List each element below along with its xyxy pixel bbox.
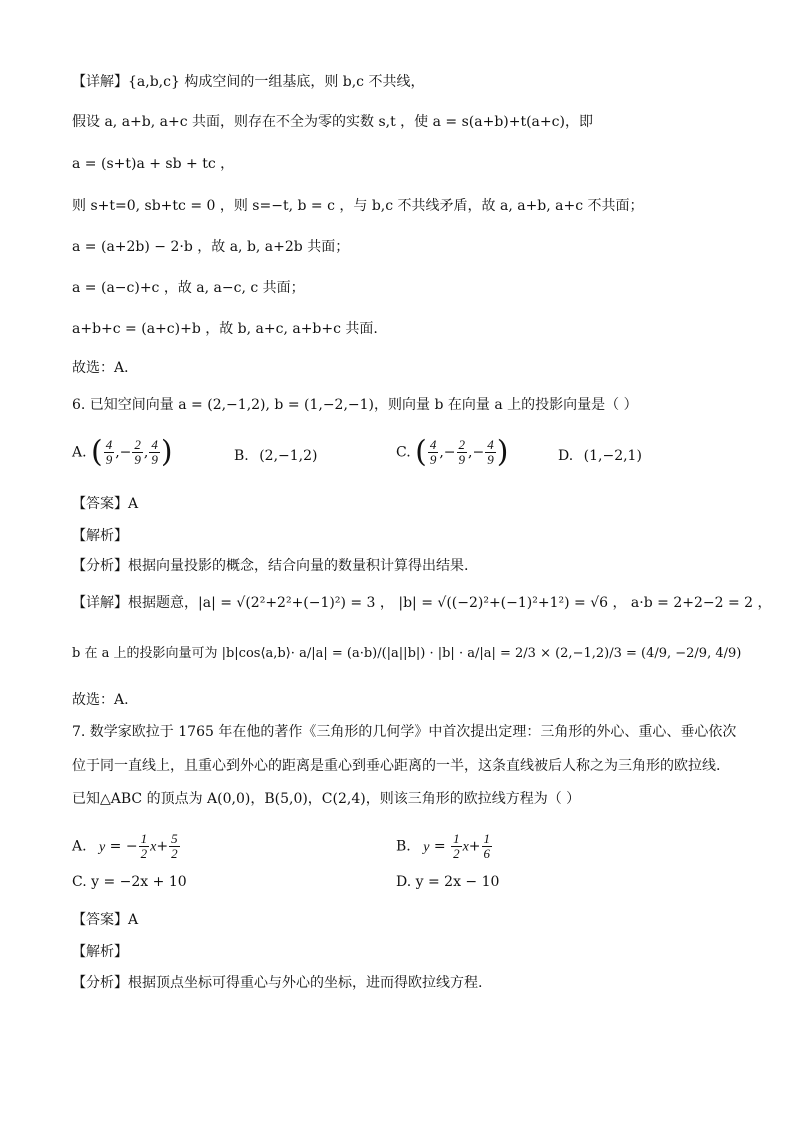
q6-option-c-label: C. <box>396 444 411 461</box>
question-7-stem-3: 已知△ABC 的顶点为 A(0,0)，B(5,0)，C(2,4)，则该三角形的欧拉线方程为（ ） <box>72 791 581 807</box>
question-7-stem-2: 位于同一直线上，且重心到外心的距离是重心到垂心距离的一半，这条直线被后人称之为三角形的欧拉线. <box>72 758 721 774</box>
detail-line-1: 【详解】{a,b,c} 构成空间的一组基底，则 b,c 不共线， <box>72 74 425 90</box>
q6-option-b-label: B. <box>234 448 249 464</box>
detail-line-6: a = (a−c)+c ，故 a, a−c, c 共面； <box>72 280 305 296</box>
q6-option-a: A. ( $\frac{4}{9}$ ,− $\frac{2}{9}$ , $\frac{4}{9}$ ) <box>72 434 173 470</box>
detail-line-2: 假设 a, a+b, a+c 共面，则存在不全为零的实数 s,t ，使 a = s(a+b)+t(a+c)，即 <box>72 114 593 130</box>
question-6-stem: 6. 已知空间向量 a = (2,−1,2), b = (1,−2,−1)，则向量 b 在向量 a 上的投影向量是（ ） <box>72 397 638 413</box>
q6-option-a-label: A. <box>72 444 87 461</box>
q7-analysis-heading: 【解析】 <box>72 944 128 960</box>
question-7-stem-1: 7. 数学家欧拉于 1765 年在他的著作《三角形的几何学》中首次提出定理：三角形的外心、重心、垂心依次 <box>72 724 737 740</box>
q6-analysis-heading: 【解析】 <box>72 528 128 544</box>
q6-answer: 【答案】A <box>72 496 139 512</box>
q6-select: 故选：A. <box>72 692 129 708</box>
q6-detail-2: b 在 a 上的投影向量可为 |b|cos⟨a,b⟩· a/|a| = (a·b)/(|a||b|) · |b| · a/|a| = 2/3 × (2,−1,2)/3 = (4/9, −2/9, 4/9) <box>72 646 742 661</box>
q6-detail-1: 【详解】根据题意，|a| = √(2²+2²+(−1)²) = 3 ， |b| = √((−2)²+(−1)²+1²) = √6 ， a·b = 2+2−2 = 2 ， <box>72 595 772 611</box>
q6-option-d-label: D. <box>558 448 574 464</box>
q7-option-b: B. y = $\frac{1}{2}$ x+ $\frac{1}{6}$ <box>396 831 491 861</box>
q6-option-b-value: (2,−1,2) <box>259 448 318 464</box>
q7-option-a: A. y = − $\frac{1}{2}$ x+ $\frac{5}{2}$ <box>72 831 178 861</box>
q7-option-b-label: B. <box>396 838 411 855</box>
q6-option-d-value: (1,−2,1) <box>583 448 642 464</box>
q7-option-c: C. y = −2x + 10 <box>72 874 187 890</box>
detail-line-7: a+b+c = (a+c)+b ，故 b, a+c, a+b+c 共面. <box>72 321 378 337</box>
detail-line-5: a = (a+2b) − 2·b ，故 a, b, a+2b 共面； <box>72 239 350 255</box>
q7-option-a-label: A. <box>72 838 87 855</box>
q6-option-b <box>234 446 317 466</box>
q6-option-c: C. ( $\frac{4}{9}$ ,− $\frac{2}{9}$ ,− $\frac{4}{9}$ ) <box>396 434 509 470</box>
detail-select-line: 故选：A． <box>72 360 139 376</box>
detail-line-3: a = (s+t)a + sb + tc ， <box>72 156 235 172</box>
q7-analysis: 【分析】根据顶点坐标可得重心与外心的坐标，进而得欧拉线方程. <box>72 975 483 991</box>
q6-analysis: 【分析】根据向量投影的概念，结合向量的数量积计算得出结果. <box>72 558 469 574</box>
q7-option-d: D. y = 2x − 10 <box>396 874 500 890</box>
q6-option-d <box>558 446 642 466</box>
q7-answer: 【答案】A <box>72 912 139 928</box>
detail-line-4: 则 s+t=0, sb+tc = 0 ，则 s=−t, b = c ，与 b,c 不共线矛盾，故 a, a+b, a+c 不共面； <box>72 198 644 214</box>
